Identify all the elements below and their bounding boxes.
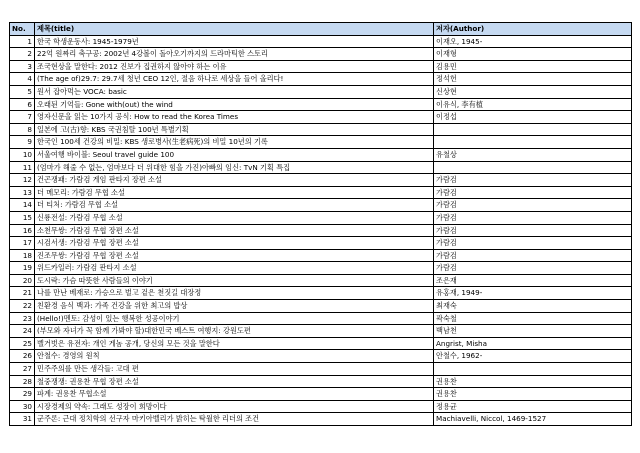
cell-no: 18	[10, 249, 35, 262]
table-row	[10, 199, 632, 212]
table-row	[10, 224, 632, 237]
cell-author: 가람검	[434, 249, 632, 262]
table-row	[10, 400, 632, 413]
table-row	[10, 35, 632, 48]
cell-author: 정석헌	[434, 73, 632, 86]
table-row	[10, 186, 632, 199]
cell-author	[434, 123, 632, 136]
cell-author: 가람검	[434, 237, 632, 250]
cell-no: 1	[10, 35, 35, 48]
cell-no: 11	[10, 161, 35, 174]
cell-title: 파계: 권용찬 무협소설	[35, 388, 434, 401]
cell-no: 2	[10, 48, 35, 61]
cell-author: 김용민	[434, 60, 632, 73]
cell-author: 이정섭	[434, 111, 632, 124]
table-row	[10, 363, 632, 376]
cell-no: 9	[10, 136, 35, 149]
table-row	[10, 60, 632, 73]
cell-title: 영자신문을 읽는 10가지 공식: How to read the Korea Times	[35, 111, 434, 124]
table-row	[10, 325, 632, 338]
table-row	[10, 148, 632, 161]
cell-author: 안철수, 1962-	[434, 350, 632, 363]
table-row	[10, 48, 632, 61]
cell-author: 최재숙	[434, 300, 632, 313]
cell-no: 12	[10, 174, 35, 187]
table-row	[10, 350, 632, 363]
cell-no: 3	[10, 60, 35, 73]
table-row	[10, 262, 632, 275]
cell-title: 친환경 음식 백과: 가족 건강을 위한 최고의 밥상	[35, 300, 434, 313]
table-row	[10, 111, 632, 124]
cell-no: 15	[10, 211, 35, 224]
cell-author: 가람검	[434, 211, 632, 224]
cell-author: 백남천	[434, 325, 632, 338]
table-row	[10, 274, 632, 287]
cell-title: 더 메모리: 가람검 무협 소설	[35, 186, 434, 199]
cell-title: 철중쟁쟁: 권용찬 무협 장편 소설	[35, 375, 434, 388]
cell-author	[434, 136, 632, 149]
cell-title: 22억 원짜리 축구공: 2002년 4강볼이 돌아오기까지의 드라마틱한 스토리	[35, 48, 434, 61]
cell-title: 한국 학생운동사: 1945-1979년	[35, 35, 434, 48]
cell-title: 한국인 100세 건강의 비밀: KBS 생로병사(生老病死)의 비밀 10년의 기록	[35, 136, 434, 149]
table-row	[10, 287, 632, 300]
cell-no: 6	[10, 98, 35, 111]
cell-no: 23	[10, 312, 35, 325]
cell-title: 위드카일러: 가람검 판타지 소설	[35, 262, 434, 275]
cell-author	[434, 363, 632, 376]
cell-title: 신룡전설: 가람검 무협 소설	[35, 211, 434, 224]
book-list-table	[9, 22, 632, 426]
cell-author: 조은재	[434, 274, 632, 287]
cell-no: 7	[10, 111, 35, 124]
cell-author	[434, 161, 632, 174]
cell-no: 27	[10, 363, 35, 376]
cell-author: 유철상	[434, 148, 632, 161]
table-row	[10, 312, 632, 325]
cell-no: 24	[10, 325, 35, 338]
cell-title: 나를 만난 베재로: 가승으로 벌고 겉은 천짓길 대장정	[35, 287, 434, 300]
table-header-row	[10, 23, 632, 36]
cell-title: 건곤쟁패: 가람검 게임 판타지 장편 소설	[35, 174, 434, 187]
header-no: No.	[10, 23, 35, 36]
cell-author: 정용균	[434, 400, 632, 413]
cell-title: 민주주의를 만든 생각들: 고대 편	[35, 363, 434, 376]
table-row	[10, 413, 632, 426]
cell-title: 시검서생: 가람검 무협 장편 소설	[35, 237, 434, 250]
cell-no: 29	[10, 388, 35, 401]
cell-title: 오래된 기억들: Gone with(out) the wind	[35, 98, 434, 111]
cell-title: 안철수: 경영의 원칙	[35, 350, 434, 363]
cell-no: 26	[10, 350, 35, 363]
cell-title: 조국현상을 말한다: 2012 진보가 집권하지 않아야 하는 이유	[35, 60, 434, 73]
cell-title: (Hello!)멘토: 감성이 있는 행복한 성공이야기	[35, 312, 434, 325]
cell-author: 곽숙철	[434, 312, 632, 325]
cell-title: 더 티처: 가람검 무협 소설	[35, 199, 434, 212]
cell-no: 10	[10, 148, 35, 161]
table-row	[10, 136, 632, 149]
cell-title: (부모와 자녀가 꼭 함께 가봐야 할)대한민국 베스트 여행지: 강원도편	[35, 325, 434, 338]
cell-author: 이재오, 1945-	[434, 35, 632, 48]
cell-no: 8	[10, 123, 35, 136]
cell-author: 신상현	[434, 85, 632, 98]
table-row	[10, 174, 632, 187]
cell-author: 이재형	[434, 48, 632, 61]
cell-title: 진조무쌍: 가람검 무협 장편 소설	[35, 249, 434, 262]
cell-title: 시장경제의 약속: 그래도 성장이 희망이다	[35, 400, 434, 413]
table-row	[10, 98, 632, 111]
header-title: 제목(title)	[35, 23, 434, 36]
table-row	[10, 85, 632, 98]
cell-no: 4	[10, 73, 35, 86]
cell-title: 군주론: 근대 정치학의 선구자 마키아벨리가 밝히는 탁월한 리더의 조건	[35, 413, 434, 426]
table-row	[10, 300, 632, 313]
cell-no: 14	[10, 199, 35, 212]
cell-author: 가람검	[434, 224, 632, 237]
cell-no: 22	[10, 300, 35, 313]
cell-title: 일본에 고(古)향: KBS 국권침탈 100년 특별기획	[35, 123, 434, 136]
table-row	[10, 237, 632, 250]
cell-title: 원서 잡아먹는 VOCA: basic	[35, 85, 434, 98]
header-author: 저자(Author)	[434, 23, 632, 36]
table-row	[10, 211, 632, 224]
cell-author: 가람검	[434, 174, 632, 187]
cell-title: 소천무쌍: 가람검 무협 장편 소설	[35, 224, 434, 237]
cell-no: 5	[10, 85, 35, 98]
cell-author: Machiavelli, Niccol, 1469-1527	[434, 413, 632, 426]
cell-no: 21	[10, 287, 35, 300]
cell-author: 가람검	[434, 186, 632, 199]
cell-author: 유홍재, 1949-	[434, 287, 632, 300]
cell-author: 가람검	[434, 199, 632, 212]
cell-no: 13	[10, 186, 35, 199]
cell-author: 권용찬	[434, 375, 632, 388]
table-row	[10, 123, 632, 136]
cell-no: 28	[10, 375, 35, 388]
cell-author: 가람검	[434, 262, 632, 275]
table-row	[10, 337, 632, 350]
cell-title: (The age of)29.7: 29.7세 청년 CEO 12인, 절음 하나로 세상을 들어 올리다!	[35, 73, 434, 86]
cell-no: 25	[10, 337, 35, 350]
table-row	[10, 73, 632, 86]
cell-title: (엄마가 해줄 수 없는, 엄마보다 더 위대한 힘을 가진)아빠의 임신: TvN 기획 특집	[35, 161, 434, 174]
cell-no: 31	[10, 413, 35, 426]
cell-author: 이유식, 李有植	[434, 98, 632, 111]
cell-title: 서울여행 바이블: Seoul travel guide 100	[35, 148, 434, 161]
cell-title: 도시락: 가슴 따뜻한 사람들의 이야기	[35, 274, 434, 287]
cell-no: 20	[10, 274, 35, 287]
table-row	[10, 388, 632, 401]
cell-no: 17	[10, 237, 35, 250]
cell-title: 벨거벗은 유전자: 개인 게놈 공개, 당신의 모든 것을 말한다	[35, 337, 434, 350]
table-row	[10, 249, 632, 262]
table-row	[10, 161, 632, 174]
cell-no: 16	[10, 224, 35, 237]
cell-no: 30	[10, 400, 35, 413]
table-row	[10, 375, 632, 388]
cell-no: 19	[10, 262, 35, 275]
cell-author: Angrist, Misha	[434, 337, 632, 350]
cell-author: 권용찬	[434, 388, 632, 401]
